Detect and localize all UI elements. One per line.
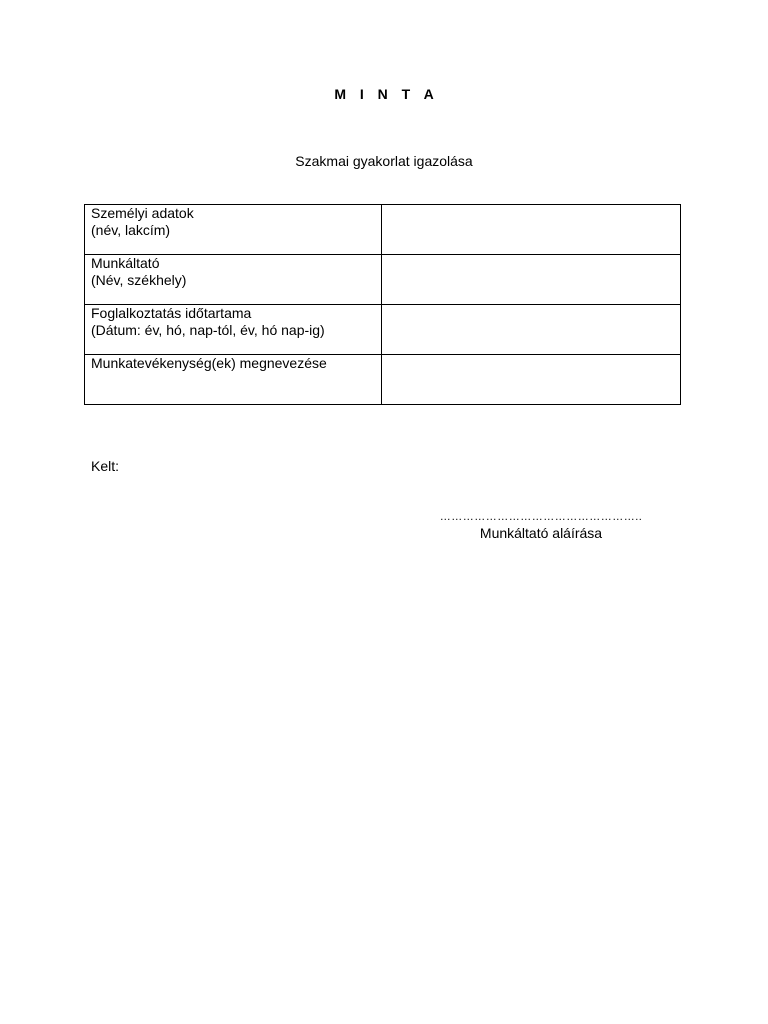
row-label-title: Munkáltató: [91, 255, 160, 271]
table-row: [85, 255, 681, 305]
table-row: [85, 205, 681, 255]
row-value-employer[interactable]: [382, 255, 681, 305]
row-value-activities[interactable]: [382, 355, 681, 405]
row-value-employment-period[interactable]: [382, 305, 681, 355]
date-label: Kelt:: [91, 458, 120, 474]
row-label-employment-period: [85, 305, 382, 355]
row-label-employer: [85, 255, 382, 305]
signature-line: ……………………………………………..: [439, 511, 643, 523]
row-label-title: Személyi adatok: [91, 205, 194, 221]
signature-block: [400, 510, 682, 542]
document-heading: M I N T A: [334, 86, 439, 102]
document-subtitle: Szakmai gyakorlat igazolása: [295, 153, 473, 169]
table-row: [85, 305, 681, 355]
row-label-activities: [85, 355, 382, 405]
row-label-title: Munkatevékenység(ek) megnevezése: [91, 355, 327, 371]
row-label-hint: (név, lakcím): [91, 222, 171, 238]
row-label-personal-data: [85, 205, 382, 255]
row-label-hint: (Név, székhely): [91, 272, 187, 288]
row-label-hint: (Dátum: év, hó, nap-tól, év, hó nap-ig): [91, 322, 325, 338]
row-value-personal-data[interactable]: [382, 205, 681, 255]
signature-label: Munkáltató aláírása: [479, 525, 603, 541]
table-row: [85, 355, 681, 405]
row-label-title: Foglalkoztatás időtartama: [91, 305, 252, 321]
certificate-table: [84, 204, 681, 405]
